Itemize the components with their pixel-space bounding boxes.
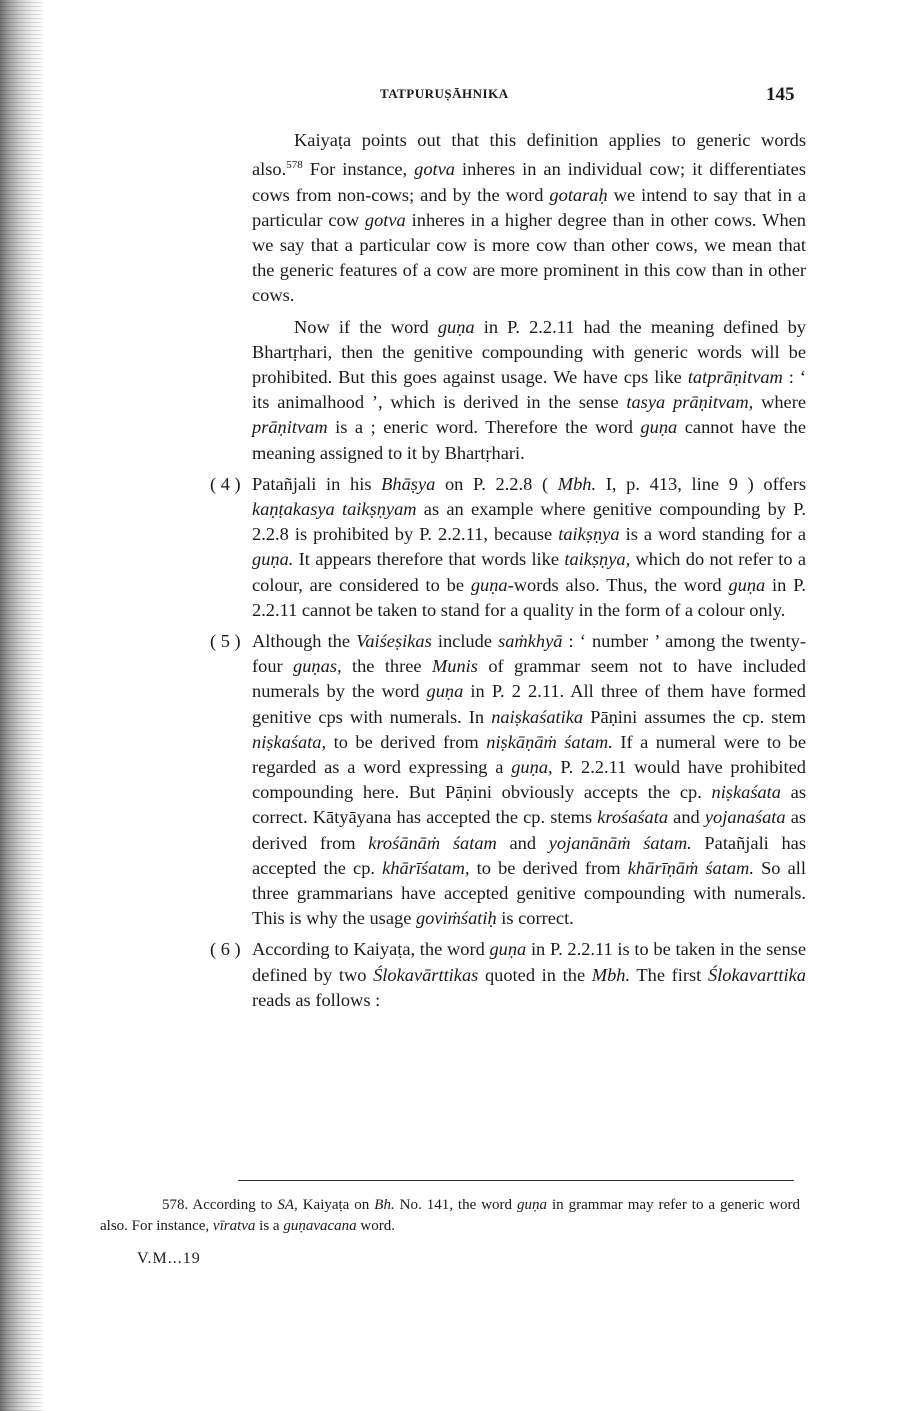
text-run: quoted in the — [478, 964, 592, 985]
text-run: include — [431, 630, 499, 651]
italic-term: Ślokavārttikas — [373, 964, 479, 985]
italic-term: khārīśatam, — [382, 857, 470, 878]
text-run: in P. 2.2.11 had the meaning defined by Bhartṛhari, then the genitive compounding with generic words will be prohibited. But this goes against usage. We have cps like — [252, 316, 806, 387]
footnote-text — [100, 1195, 800, 1237]
italic-term: naiṣkaśatika — [491, 706, 584, 727]
text-run: and — [668, 807, 705, 828]
text-run: I, p. 413, line 9 ) offers — [596, 473, 806, 494]
text-run: For instance, — [302, 159, 415, 180]
italic-term: guṇa — [640, 417, 678, 438]
italic-term: Munis — [431, 656, 478, 677]
page-number: 145 — [766, 84, 795, 105]
text-run: is a word standing for a — [619, 524, 806, 545]
item-number: ( 6 ) — [210, 939, 241, 960]
italic-term: yojanānāṁ śatam. — [548, 832, 692, 853]
text-run: : ‘ number ’ among the twenty-four — [252, 630, 806, 677]
text-run: 578. According to — [162, 1197, 278, 1213]
italic-term: niṣkāṇāṁ śatam. — [486, 731, 613, 752]
text-run: cannot have the meaning assigned to it by Bhartṛhari. — [252, 417, 806, 463]
italic-term: guṇa — [470, 574, 508, 595]
page-header — [0, 84, 897, 108]
italic-term: taikṣṇya, — [564, 549, 631, 570]
numbered-item — [200, 472, 806, 623]
numbered-item — [200, 937, 806, 1013]
numbered-item — [200, 629, 806, 931]
text-run: in P. 2 2.11. All three of them have formed genitive cps with numerals. In — [252, 681, 806, 727]
item-text — [252, 474, 806, 620]
text-run: to be derived from — [469, 857, 628, 878]
text-run: word. — [356, 1218, 395, 1234]
italic-term: saṁkhyā — [498, 630, 563, 651]
text-run: According to Kaiyaṭa, the word — [252, 939, 490, 960]
text-run: as an example where genitive compounding by P. 2.2.8 is prohibited by P. 2.2.11, because — [252, 498, 807, 545]
italic-term: guṇa — [426, 681, 464, 702]
paragraph — [200, 315, 806, 466]
italic-term: guṇa, — [511, 757, 553, 777]
text-run: inheres in an individual cow; it differentiates cows from non-cows; and by the word — [252, 159, 806, 205]
signature-mark: V.M...19 — [137, 1250, 201, 1267]
text-run: Although the — [252, 630, 357, 651]
italic-term: guṇa — [517, 1197, 548, 1213]
italic-term: tasya prāṇitvam, — [626, 392, 754, 413]
text-run: So all three grammarians have accepted genitive compounding with numerals. This is why the usage — [252, 857, 807, 929]
text-run: as correct. Kātyāyana has accepted the cp. stems — [252, 782, 806, 828]
italic-term: gotaraḥ — [549, 184, 608, 205]
italic-term: vīratva — [212, 1218, 256, 1234]
text-run: Pāṇini assumes the cp. stem — [583, 706, 806, 727]
italic-term: niṣkaśata — [711, 782, 781, 803]
italic-term: Mbh. — [591, 964, 631, 985]
text-run: is a ; eneric word. Therefore the word — [327, 417, 641, 438]
text-run: P. 2.2.11 would have prohibited compounding here. But Pāṇini obviously accepts the cp. — [252, 757, 806, 803]
italic-term: gotva — [414, 159, 455, 180]
text-run: Now if the word — [294, 316, 438, 337]
body-text — [200, 128, 806, 1019]
italic-term: guṇas, — [293, 656, 342, 677]
text-run: No. 141, the word — [394, 1197, 518, 1213]
italic-term: yojanaśata — [704, 807, 786, 828]
italic-term: tatprāṇitvam — [687, 366, 783, 387]
text-run: is correct. — [496, 908, 574, 929]
item-text — [252, 631, 806, 928]
text-run: Kaiyaṭa points out that this definition applies to generic words also. — [252, 130, 806, 180]
italic-term: guṇa — [489, 939, 527, 960]
text-run: the three — [341, 656, 432, 677]
text-run: we intend to say that in a particular cow — [252, 184, 806, 230]
text-run: inheres in a higher degree than in other cows. When we say that a particular cow is more cow than other cows, we mean that the generic features of a cow are more prominent in this cow than in other cows. — [252, 209, 806, 306]
italic-term: Bhāṣya — [381, 473, 436, 494]
italic-term: guṇa — [437, 316, 475, 337]
text-run: Patañjali in his — [252, 473, 382, 494]
italic-term: prāṇitvam — [252, 417, 328, 438]
running-head: TATPURUṢĀHNIKA — [380, 86, 509, 101]
footnote-divider — [238, 1180, 794, 1181]
italic-term: Vaiśeṣikas — [356, 630, 432, 651]
italic-term: khārīṇāṁ śatam. — [627, 857, 754, 878]
text-run: which do not refer to a colour, are considered to be — [252, 549, 806, 595]
italic-term: guṇa — [728, 574, 766, 595]
item-number: ( 5 ) — [210, 630, 241, 651]
text-run: is a — [255, 1218, 284, 1234]
text-run: It appears therefore that words like — [293, 549, 565, 570]
item-text — [252, 939, 806, 1009]
text-run: The first — [630, 964, 708, 985]
item-number: ( 4 ) — [210, 473, 241, 494]
italic-term: taikṣṇya — [558, 524, 620, 545]
italic-term: kaṇṭakasya taikṣṇyam — [252, 498, 417, 519]
italic-term: Ślokavarttika — [707, 964, 806, 985]
italic-term: guṇavacana — [283, 1218, 357, 1234]
italic-term: goviṁśatiḥ — [415, 908, 497, 929]
text-run: in grammar may refer to a generic word also. For instance, — [100, 1197, 800, 1234]
italic-term: SA, — [277, 1197, 298, 1213]
footnote — [100, 1195, 800, 1237]
text-run: to be derived from — [326, 731, 487, 752]
text-run: in P. 2.2.11 cannot be taken to stand for a quality in the form of a colour only. — [252, 574, 806, 620]
italic-term: niṣkaśata, — [252, 731, 327, 752]
text-run: in P. 2.2.11 is to be taken in the sense defined by two — [252, 939, 806, 985]
italic-term: guṇa. — [252, 549, 294, 570]
text-run: Patañjali has accepted the cp. — [252, 832, 807, 878]
text-run: : ‘ its animalhood ’, which is derived in the sense — [252, 366, 806, 413]
text-run: where — [753, 392, 806, 413]
book-spine-texture — [0, 0, 42, 1411]
text-run: -words also. Thus, the word — [507, 574, 729, 595]
italic-term: krośānāṁ śatam — [368, 832, 497, 853]
text-run: on P. 2.2.8 ( — [435, 473, 558, 494]
text-run: of grammar seem not to have included numerals by the word — [252, 656, 806, 702]
text-run: If a numeral were to be regarded as a word expressing a — [252, 731, 807, 777]
paragraph — [200, 128, 806, 309]
italic-term: krośaśata — [597, 807, 669, 828]
italic-term: gotva — [364, 209, 406, 230]
footnote-ref: 578 — [286, 159, 303, 172]
text-run: reads as follows : — [252, 989, 381, 1010]
text-run: and — [496, 832, 549, 853]
text-run: as derived from — [252, 807, 807, 853]
text-run: Kaiyaṭa on — [297, 1197, 375, 1213]
italic-term: Bh. — [374, 1197, 395, 1213]
italic-term: Mbh. — [557, 473, 597, 494]
